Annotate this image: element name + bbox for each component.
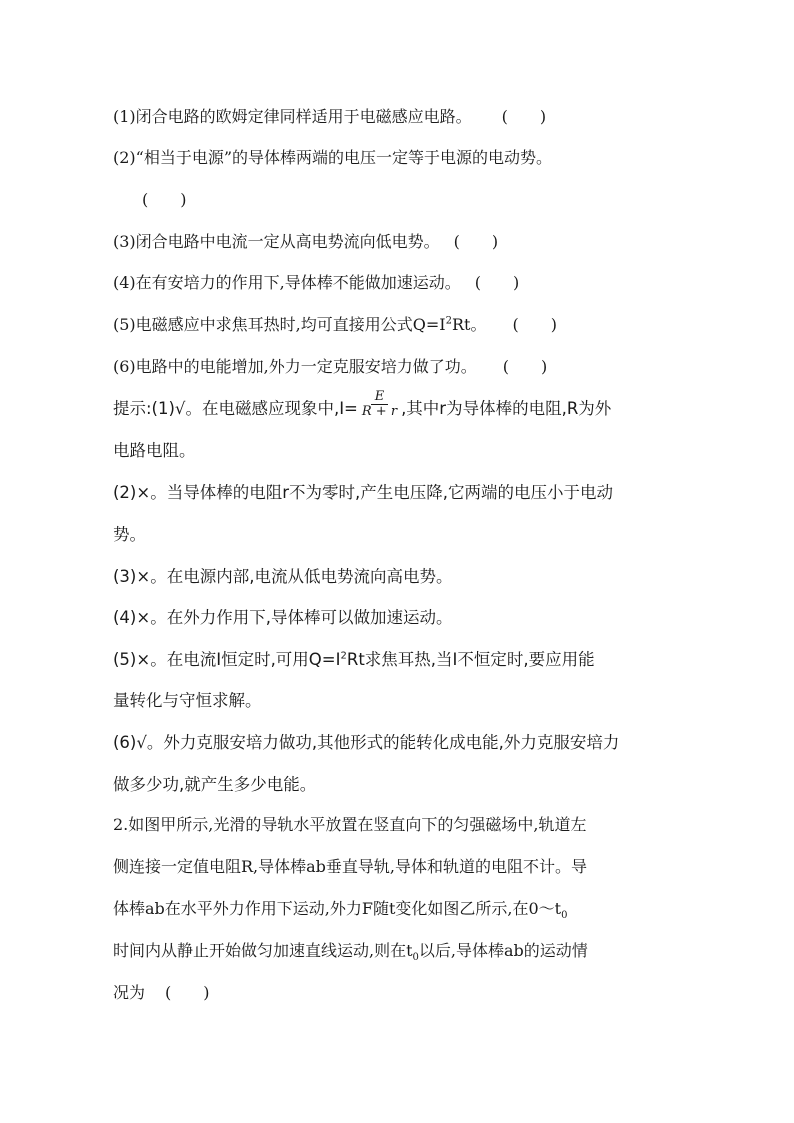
hint-6-text: (6)√。外力克服安培力做功,其他形式的能转化成电能,外力克服安培力 bbox=[113, 733, 620, 752]
question-3-text: (3)闭合电路中电流一定从高电势流向低电势。 bbox=[113, 232, 440, 251]
hint-5-text-cont: 量转化与守恒求解。 bbox=[113, 691, 262, 710]
question-3 bbox=[113, 231, 693, 253]
problem-2-line-1 bbox=[113, 814, 693, 836]
hint-6 bbox=[113, 732, 693, 754]
question-4-text: (4)在有安培力的作用下,导体棒不能做加速运动。 bbox=[113, 273, 461, 292]
problem-2-text-end: 以后,导体棒ab的运动情 bbox=[418, 941, 588, 960]
subscript: 0 bbox=[412, 952, 419, 964]
problem-2-text: 侧连接一定值电阻R,导体棒ab垂直导轨,导体和轨道的电阻不计。导 bbox=[113, 857, 588, 876]
question-6 bbox=[113, 356, 693, 378]
answer-blank: ( ) bbox=[165, 983, 210, 1002]
superscript: 2 bbox=[445, 315, 452, 327]
subscript: 0 bbox=[561, 910, 568, 922]
problem-2-line-4 bbox=[113, 940, 693, 962]
question-5 bbox=[113, 314, 693, 336]
hint-2-cont bbox=[113, 524, 693, 546]
question-1-text: (1)闭合电路的欧姆定律同样适用于电磁感应电路。 bbox=[113, 107, 472, 126]
hint-1-text: 提示:(1)√。在电磁感应现象中,I= bbox=[113, 399, 358, 418]
hint-1 bbox=[113, 389, 693, 420]
hint-2 bbox=[113, 482, 693, 504]
hint-4-text: (4)×。在外力作用下,导体棒可以做加速运动。 bbox=[113, 608, 453, 627]
problem-2-text: 况为 bbox=[113, 983, 146, 1002]
fraction-denominator: R + r bbox=[361, 404, 398, 419]
hint-1-text-end: ,其中r为导体棒的电阻,R为外 bbox=[401, 399, 612, 418]
question-2 bbox=[113, 147, 693, 169]
hint-3 bbox=[113, 566, 693, 588]
fraction-numerator: E bbox=[371, 390, 389, 405]
hint-1-text-cont: 电路电阻。 bbox=[113, 441, 196, 460]
hint-3-text: (3)×。在电源内部,电流从低电势流向高电势。 bbox=[113, 567, 453, 586]
question-6-text: (6)电路中的电能增加,外力一定克服安培力做了功。 bbox=[113, 357, 477, 376]
problem-2-line-2 bbox=[113, 856, 693, 878]
answer-blank: ( ) bbox=[501, 107, 547, 126]
answer-blank: ( ) bbox=[512, 315, 557, 334]
hint-6-cont bbox=[113, 774, 693, 796]
superscript: 2 bbox=[340, 650, 347, 662]
problem-2-text: 体棒ab在水平外力作用下运动,外力F随t变化如图乙所示,在0～t bbox=[113, 899, 562, 918]
question-5-text-end: Rt。 bbox=[451, 315, 487, 334]
question-1 bbox=[113, 106, 693, 128]
question-2-text: (2)“相当于电源”的导体棒两端的电压一定等于电源的电动势。 bbox=[113, 148, 553, 167]
question-5-text: (5)电磁感应中求焦耳热时,均可直接用公式Q=I bbox=[113, 315, 446, 334]
hint-5-cont bbox=[113, 690, 693, 712]
problem-2-text: 时间内从静止开始做匀加速直线运动,则在t bbox=[113, 941, 413, 960]
hint-2-text: (2)×。当导体棒的电阻r不为零时,产生电压降,它两端的电压小于电动 bbox=[113, 483, 613, 502]
hint-2-text-cont: 势。 bbox=[113, 525, 146, 544]
problem-2-text: 2.如图甲所示,光滑的导轨水平放置在竖直向下的匀强磁场中,轨道左 bbox=[113, 815, 587, 834]
hint-5-text-end: Rt求焦耳热,当I不恒定时,要应用能 bbox=[346, 650, 595, 669]
hint-6-text-cont: 做多少功,就产生多少电能。 bbox=[113, 775, 317, 794]
fraction bbox=[360, 390, 399, 419]
answer-blank: ( ) bbox=[142, 190, 187, 209]
answer-blank: ( ) bbox=[502, 357, 548, 376]
hint-5 bbox=[113, 649, 693, 671]
answer-blank: ( ) bbox=[453, 232, 499, 251]
question-4 bbox=[113, 272, 693, 294]
answer-blank: ( ) bbox=[474, 273, 520, 292]
question-2-paren-line bbox=[142, 189, 722, 211]
problem-2-line-3 bbox=[113, 898, 693, 920]
hint-1-cont bbox=[113, 440, 693, 462]
hint-5-text: (5)×。在电流I恒定时,可用Q=I bbox=[113, 650, 341, 669]
problem-2-line-5 bbox=[113, 982, 693, 1004]
hint-4 bbox=[113, 607, 693, 629]
